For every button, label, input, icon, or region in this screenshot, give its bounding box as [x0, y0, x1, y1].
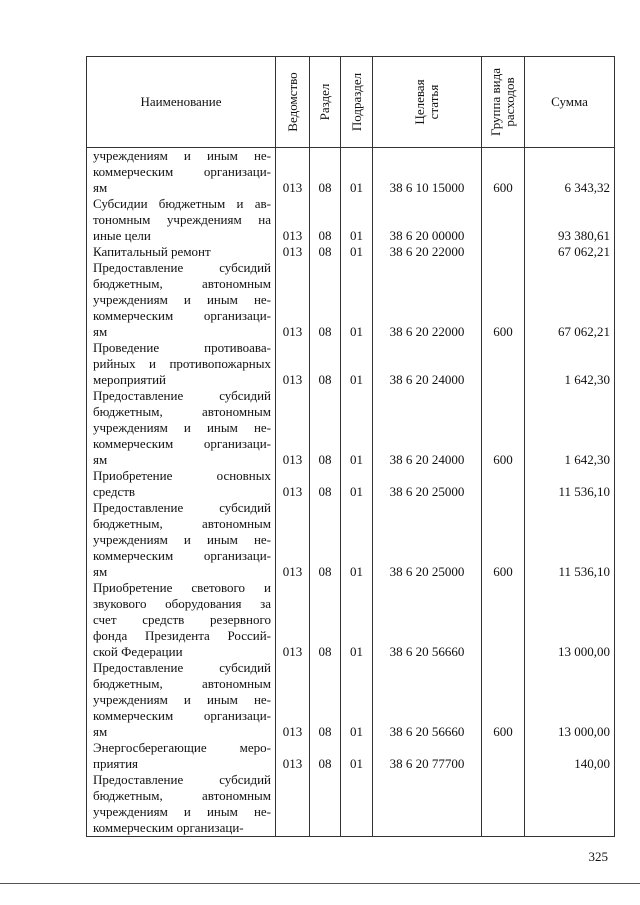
cell-name-line: Проведение противоава-	[93, 340, 271, 355]
cell-name-line: коммерческим организаци-	[93, 164, 271, 179]
cell-name-line: коммерческим организаци-	[93, 708, 271, 723]
cell-name-line: ям	[93, 452, 108, 467]
cell-name-line: учреждениям и иным не-	[93, 292, 271, 307]
cell-name-line: коммерческим организаци-	[93, 548, 271, 563]
budget-table	[86, 56, 615, 837]
cell-razdel: 08	[310, 196, 341, 244]
cell-podrazdel: 01	[341, 148, 373, 197]
cell-gruppa: 600	[482, 148, 525, 197]
cell-name-line: приятия	[93, 756, 139, 771]
header-gruppa-label	[489, 68, 517, 136]
header-razdel-label: Раздел	[317, 83, 332, 121]
header-summa	[525, 57, 615, 148]
cell-razdel: 08	[310, 388, 341, 468]
cell-name-line: бюджетным, автономным	[93, 516, 271, 531]
header-name-label: Наименование	[140, 94, 222, 109]
cell-celevaya	[373, 772, 482, 837]
cell-name-line: иные цели	[93, 228, 151, 243]
cell-name-line: ям	[93, 564, 108, 579]
cell-gruppa: 600	[482, 500, 525, 580]
cell-podrazdel: 01	[341, 340, 373, 388]
cell-name-line: коммерческим организаци-	[93, 308, 271, 323]
header-summa-label: Сумма	[551, 94, 588, 109]
cell-name-line: Субсидии бюджетным и ав-	[93, 196, 271, 211]
page-bottom-rule	[0, 883, 640, 884]
cell-name	[87, 740, 276, 772]
cell-razdel: 08	[310, 148, 341, 197]
cell-name-line: учреждениям и иным не-	[93, 692, 271, 707]
cell-name-line: Предоставление субсидий	[93, 260, 271, 275]
cell-name-line: учреждениям и иным не-	[93, 148, 271, 163]
cell-gruppa	[482, 740, 525, 772]
cell-name-line: Предоставление субсидий	[93, 772, 271, 787]
table-row	[87, 468, 615, 500]
cell-celevaya: 38 6 20 56660	[373, 580, 482, 660]
header-ved	[276, 57, 310, 148]
cell-summa	[525, 772, 615, 837]
cell-celevaya: 38 6 20 22000	[373, 244, 482, 260]
header-celevaya	[373, 57, 482, 148]
cell-name-line: ской Федерации	[93, 644, 183, 659]
header-gruppa-line2: расходов	[502, 77, 517, 127]
cell-razdel: 08	[310, 468, 341, 500]
cell-celevaya: 38 6 20 25000	[373, 468, 482, 500]
cell-ved: 013	[276, 196, 310, 244]
cell-ved: 013	[276, 468, 310, 500]
cell-name-line: рийных и противопожарных	[93, 356, 271, 371]
cell-gruppa	[482, 468, 525, 500]
cell-podrazdel: 01	[341, 580, 373, 660]
cell-podrazdel: 01	[341, 660, 373, 740]
cell-summa: 67 062,21	[525, 260, 615, 340]
cell-name-line: звукового оборудования за	[93, 596, 271, 611]
cell-ved: 013	[276, 388, 310, 468]
cell-name-line: Капитальный ремонт	[93, 244, 211, 259]
header-celevaya-label	[413, 79, 441, 124]
header-name	[87, 57, 276, 148]
table-row	[87, 388, 615, 468]
cell-gruppa	[482, 772, 525, 837]
cell-gruppa: 600	[482, 260, 525, 340]
cell-razdel: 08	[310, 660, 341, 740]
cell-celevaya: 38 6 20 22000	[373, 260, 482, 340]
cell-ved: 013	[276, 500, 310, 580]
cell-name-line: ям	[93, 324, 108, 339]
cell-name	[87, 148, 276, 197]
cell-name-line: учреждениям и иным не-	[93, 532, 271, 547]
cell-name-line: бюджетным, автономным	[93, 276, 271, 291]
cell-podrazdel: 01	[341, 468, 373, 500]
table-row	[87, 500, 615, 580]
cell-name	[87, 340, 276, 388]
header-razdel	[310, 57, 341, 148]
cell-celevaya: 38 6 20 77700	[373, 740, 482, 772]
cell-razdel: 08	[310, 340, 341, 388]
header-podrazdel	[341, 57, 373, 148]
cell-celevaya: 38 6 20 25000	[373, 500, 482, 580]
cell-ved: 013	[276, 260, 310, 340]
table-row	[87, 772, 615, 837]
cell-name-line: коммерческим организаци-	[93, 436, 271, 451]
cell-name-line: средств	[93, 484, 136, 499]
cell-summa: 6 343,32	[525, 148, 615, 197]
cell-name-line: бюджетным, автономным	[93, 676, 271, 691]
cell-summa: 67 062,21	[525, 244, 615, 260]
cell-razdel: 08	[310, 740, 341, 772]
header-podrazdel-label: Подраздел	[348, 72, 364, 132]
cell-podrazdel: 01	[341, 244, 373, 260]
cell-name-line: Приобретение основных	[93, 468, 271, 483]
cell-name	[87, 660, 276, 740]
cell-name	[87, 244, 276, 260]
cell-summa: 13 000,00	[525, 660, 615, 740]
cell-name-line: мероприятий	[93, 372, 166, 387]
cell-ved: 013	[276, 660, 310, 740]
cell-gruppa: 600	[482, 660, 525, 740]
cell-summa: 140,00	[525, 740, 615, 772]
cell-summa: 11 536,10	[525, 500, 615, 580]
cell-name-line: Предоставление субсидий	[93, 388, 271, 403]
header-celevaya-line2: статья	[426, 84, 441, 120]
cell-ved: 013	[276, 740, 310, 772]
cell-name-line: Предоставление субсидий	[93, 500, 271, 515]
page-number: 325	[588, 849, 608, 864]
table-row	[87, 244, 615, 260]
cell-gruppa	[482, 244, 525, 260]
table-row	[87, 660, 615, 740]
table-row	[87, 196, 615, 244]
cell-ved	[276, 772, 310, 837]
cell-name	[87, 468, 276, 500]
cell-razdel: 08	[310, 500, 341, 580]
cell-podrazdel: 01	[341, 388, 373, 468]
cell-ved: 013	[276, 148, 310, 197]
cell-name-line: коммерческим организаци-	[93, 820, 244, 835]
cell-podrazdel: 01	[341, 740, 373, 772]
cell-name	[87, 196, 276, 244]
cell-summa: 93 380,61	[525, 196, 615, 244]
cell-podrazdel: 01	[341, 500, 373, 580]
cell-name	[87, 772, 276, 837]
cell-name	[87, 388, 276, 468]
cell-name-line: бюджетным, автономным	[93, 404, 271, 419]
cell-summa: 1 642,30	[525, 388, 615, 468]
cell-celevaya: 38 6 20 00000	[373, 196, 482, 244]
cell-gruppa	[482, 580, 525, 660]
header-gruppa	[482, 57, 525, 148]
cell-name-line: Приобретение светового и	[93, 580, 271, 595]
cell-ved: 013	[276, 580, 310, 660]
cell-name	[87, 580, 276, 660]
header-gruppa-line1: Группа вида	[488, 68, 503, 136]
cell-celevaya: 38 6 20 24000	[373, 340, 482, 388]
cell-summa: 1 642,30	[525, 340, 615, 388]
cell-name-line: тономным учреждениям на	[93, 212, 271, 227]
cell-gruppa	[482, 196, 525, 244]
cell-podrazdel	[341, 772, 373, 837]
table-row	[87, 580, 615, 660]
cell-name	[87, 260, 276, 340]
table-row	[87, 740, 615, 772]
cell-podrazdel: 01	[341, 196, 373, 244]
cell-ved: 013	[276, 244, 310, 260]
cell-razdel	[310, 772, 341, 837]
cell-podrazdel: 01	[341, 260, 373, 340]
cell-razdel: 08	[310, 260, 341, 340]
cell-summa: 13 000,00	[525, 580, 615, 660]
cell-razdel: 08	[310, 580, 341, 660]
cell-name-line: счет средств резервного	[93, 612, 271, 627]
cell-name-line: бюджетным, автономным	[93, 788, 271, 803]
cell-celevaya: 38 6 20 24000	[373, 388, 482, 468]
cell-gruppa: 600	[482, 388, 525, 468]
cell-summa: 11 536,10	[525, 468, 615, 500]
cell-name-line: Предоставление субсидий	[93, 660, 271, 675]
table-row	[87, 148, 615, 197]
cell-name-line: фонда Президента Россий-	[93, 628, 271, 643]
cell-celevaya: 38 6 20 56660	[373, 660, 482, 740]
cell-name-line: ям	[93, 180, 108, 195]
cell-name-line: учреждениям и иным не-	[93, 804, 271, 819]
cell-name-line: Энергосберегающие меро-	[93, 740, 271, 755]
header-celevaya-line1: Целевая	[412, 79, 427, 125]
header-ved-label: Ведомство	[284, 72, 300, 132]
table-body	[87, 148, 615, 837]
cell-name-line: ям	[93, 724, 108, 739]
cell-name	[87, 500, 276, 580]
cell-celevaya: 38 6 10 15000	[373, 148, 482, 197]
cell-gruppa	[482, 340, 525, 388]
cell-name-line: учреждениям и иным не-	[93, 420, 271, 435]
table-row	[87, 340, 615, 388]
table-row	[87, 260, 615, 340]
cell-razdel: 08	[310, 244, 341, 260]
table-header-row	[87, 57, 615, 148]
cell-ved: 013	[276, 340, 310, 388]
